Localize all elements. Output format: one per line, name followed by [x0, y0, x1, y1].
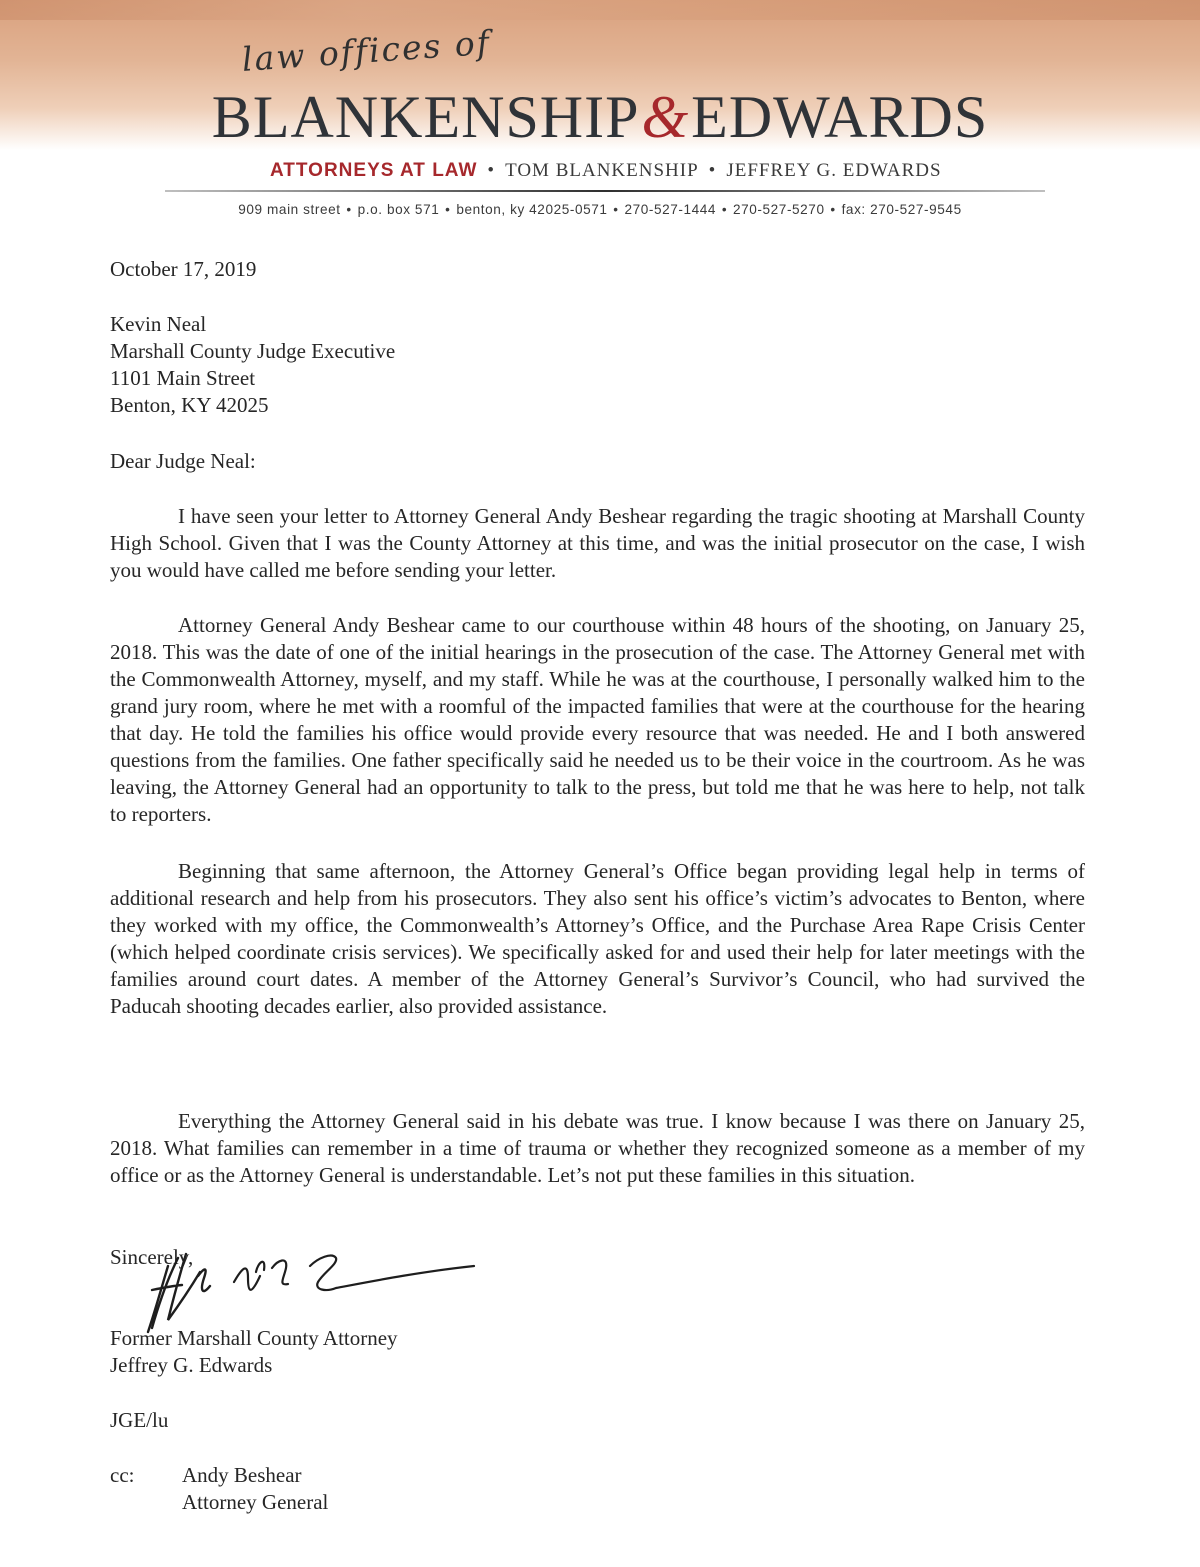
cc-name: Andy Beshear [182, 1463, 302, 1487]
cc-label: cc: [110, 1463, 135, 1487]
letter-date: October 17, 2019 [110, 257, 257, 281]
phone-1: 270-527-1444 [624, 201, 717, 217]
address-city: benton, ky 42025-0571 [456, 201, 608, 217]
firm-ampersand: & [641, 84, 690, 150]
signer-name: Jeffrey G. Edwards [110, 1353, 273, 1377]
firm-name [0, 82, 1200, 152]
letterhead-script-title: law offices of [240, 22, 493, 79]
firm-name-part2: EDWARDS [691, 84, 989, 150]
salutation: Dear Judge Neal: [110, 449, 256, 473]
bullet-separator: • [487, 160, 496, 181]
firm-name-part1: BLANKENSHIP [211, 84, 640, 150]
recipient-name: Kevin Neal [110, 312, 207, 336]
paragraph-text: Everything the Attorney General said in his debate was true. I know because I was there on January 25, 2018. What families can remember in a time of trauma or whether they recognized someone as a member of my office or as the Attorney General is understandable. Let’s not put these families in this situation. [110, 1109, 1085, 1187]
letterhead-subtitle [270, 160, 970, 182]
cc-recipient [182, 1462, 328, 1516]
paragraph-text: Attorney General Andy Beshear came to our courthouse within 48 hours of the shooting, on January 25, 2018. This was the date of one of the initial hearings in the prosecution of the case. The Attorney General met with the Commonwealth Attorney, myself, and my staff. While he was at the courthouse, I personally walked him to the grand jury room, where he met with a roomful of the impacted families that were at the courthouse for the hearing that day. He told the families his office would provide every resource that was needed. He and I both answered questions from the families. One father specifically said he needed us to be their voice in the courtroom. As he was leaving, the Attorney General had an opportunity to talk to the press, but told me that he was here to help, not talk to reporters. [110, 613, 1085, 826]
recipient-title: Marshall County Judge Executive [110, 339, 396, 363]
recipient-street: 1101 Main Street [110, 366, 256, 390]
signature-block [110, 1325, 398, 1379]
practice-label: ATTORNEYS AT LAW [270, 160, 478, 181]
fax-number: fax: 270-527-9545 [841, 201, 962, 217]
cc-title: Attorney General [182, 1490, 329, 1514]
typist-initials: JGE/lu [110, 1408, 169, 1432]
partner-1: TOM BLANKENSHIP [505, 160, 699, 181]
signer-title: Former Marshall County Attorney [110, 1326, 398, 1350]
body-paragraph-3 [110, 858, 1085, 1020]
bullet-separator: • [346, 201, 352, 217]
bullet-separator: • [830, 201, 836, 217]
handwritten-signature [138, 1238, 478, 1338]
paragraph-text: Beginning that same afternoon, the Attorney General’s Office began providing legal help in terms of additional research and help from his prosecutors. They also sent his office’s victim’s advocates to Benton, where they worked with my office, the Commonwealth’s Attorney’s Office, and the Purchase Area Rape Crisis Center (which helped coordinate crisis services). We specifically asked for and used their help for later meetings with the families around court dates. A member of the Attorney General’s Survivor’s Council, who had survived the Paducah shooting decades earlier, also provided assistance. [110, 859, 1085, 1018]
letterhead-torn-edge [0, 0, 1200, 20]
address-street: 909 main street [238, 201, 341, 217]
letterhead-divider [165, 190, 1045, 192]
body-paragraph-2 [110, 612, 1085, 828]
closing: Sincerely, [110, 1245, 194, 1269]
letterhead-address [18, 201, 1182, 217]
bullet-separator: • [445, 201, 451, 217]
recipient-address [110, 311, 395, 419]
partner-2: JEFFREY G. EDWARDS [726, 160, 942, 181]
address-po-box: p.o. box 571 [357, 201, 440, 217]
bullet-separator: • [721, 201, 728, 217]
body-paragraph-4 [110, 1108, 1085, 1189]
paragraph-text: I have seen your letter to Attorney General Andy Beshear regarding the tragic shooting at Marshall County High School. Given that I was the County Attorney at this time, and was the initial prosecutor on the case, I wish you would have called me before sending your letter. [110, 504, 1085, 582]
phone-2: 270-527-5270 [733, 201, 825, 217]
bullet-separator: • [613, 201, 619, 217]
recipient-city: Benton, KY 42025 [110, 393, 269, 417]
bullet-separator: • [708, 160, 717, 181]
body-paragraph-1 [110, 503, 1085, 584]
